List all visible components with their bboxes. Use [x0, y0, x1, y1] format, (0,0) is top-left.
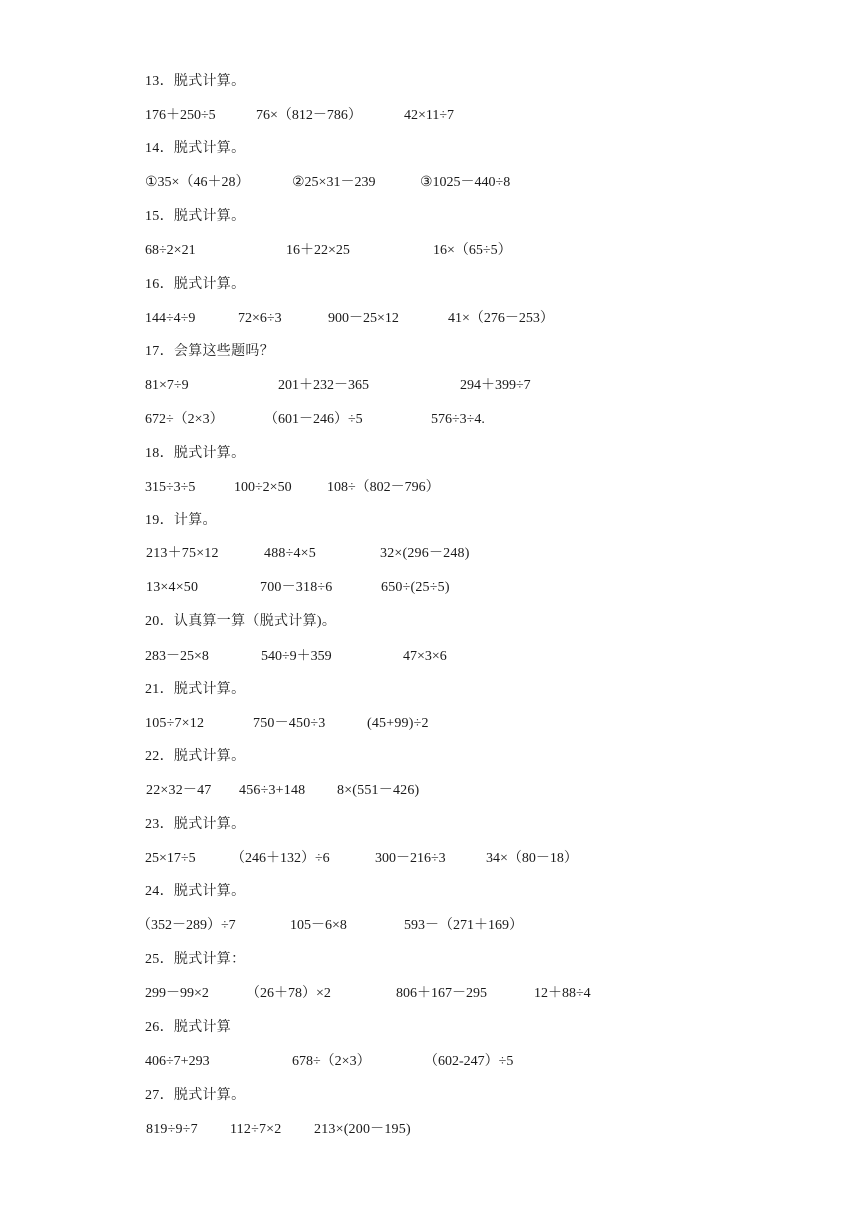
expression: 112÷7×2 — [230, 1122, 282, 1137]
problem-14-row-1 — [0, 171, 860, 195]
problem-17-row-2 — [0, 408, 860, 432]
expression: 406÷7+293 — [145, 1054, 210, 1069]
expression: 806＋167－295 — [396, 986, 487, 1001]
heading-text: 27．脱式计算。 — [145, 1088, 246, 1103]
problem-26-row-1 — [0, 1050, 860, 1074]
expression: ②25×31－239 — [292, 175, 376, 190]
expression: 750－450÷3 — [253, 716, 326, 731]
expression: 700－318÷6 — [260, 580, 333, 595]
heading-text: 18．脱式计算。 — [145, 446, 246, 461]
heading-text: 16．脱式计算。 — [145, 277, 246, 292]
problem-19-heading — [0, 509, 860, 533]
expression: 299－99×2 — [145, 986, 209, 1001]
expression: 650÷(25÷5) — [381, 580, 450, 595]
expression: 12＋88÷4 — [534, 986, 591, 1001]
expression: 672÷（2×3） — [145, 412, 224, 427]
expression: 72×6÷3 — [238, 311, 282, 326]
expression: 201＋232－365 — [278, 378, 369, 393]
heading-text: 24．脱式计算。 — [145, 884, 246, 899]
problem-22-heading — [0, 745, 860, 769]
expression: 47×3×6 — [403, 649, 447, 664]
heading-text: 25．脱式计算： — [145, 952, 246, 967]
problem-27-heading — [0, 1084, 860, 1108]
expression: ③1025－440÷8 — [420, 175, 511, 190]
expression: 488÷4×5 — [264, 546, 316, 561]
problem-19-row-2 — [0, 576, 860, 600]
problem-15-heading — [0, 205, 860, 229]
heading-text: 23．脱式计算。 — [145, 817, 246, 832]
expression: （246＋132）÷6 — [231, 851, 330, 866]
expression: 576÷3÷4. — [431, 412, 485, 427]
expression: ①35×（46＋28） — [145, 175, 250, 190]
expression: 213×(200－195) — [314, 1122, 411, 1137]
expression: (45+99)÷2 — [367, 716, 429, 731]
problem-25-row-1 — [0, 982, 860, 1006]
expression: 22×32－47 — [146, 783, 212, 798]
problem-16-heading — [0, 273, 860, 297]
problem-26-heading — [0, 1016, 860, 1040]
problem-23-row-1 — [0, 847, 860, 871]
expression: （26＋78）×2 — [246, 986, 331, 1001]
expression: 34×（80－18） — [486, 851, 578, 866]
problem-13-row-1 — [0, 104, 860, 128]
problem-18-heading — [0, 442, 860, 466]
heading-text: 17．会算这些题吗？ — [145, 344, 274, 359]
problem-15-row-1 — [0, 239, 860, 263]
heading-text: 19．计算。 — [145, 513, 217, 528]
expression: （602-247）÷5 — [424, 1054, 514, 1069]
heading-text: 22．脱式计算。 — [145, 749, 246, 764]
expression: 108÷（802－796） — [327, 480, 440, 495]
problem-24-heading — [0, 880, 860, 904]
expression: 32×(296－248) — [380, 546, 470, 561]
problem-19-row-1 — [0, 542, 860, 566]
expression: 176＋250÷5 — [145, 108, 216, 123]
problem-14-heading — [0, 137, 860, 161]
problem-21-heading — [0, 678, 860, 702]
problem-20-heading — [0, 610, 860, 634]
problem-13-heading — [0, 70, 860, 94]
problem-18-row-1 — [0, 476, 860, 500]
heading-text: 15．脱式计算。 — [145, 209, 246, 224]
heading-text: 20．认真算一算（脱式计算)。 — [145, 614, 337, 629]
problem-22-row-1 — [0, 779, 860, 803]
expression: （352－289）÷7 — [137, 918, 236, 933]
problem-17-heading — [0, 340, 860, 364]
heading-text: 21．脱式计算。 — [145, 682, 246, 697]
problem-25-heading — [0, 948, 860, 972]
expression: 213＋75×12 — [146, 546, 219, 561]
expression: 25×17÷5 — [145, 851, 196, 866]
expression: （601－246）÷5 — [264, 412, 363, 427]
expression: 8×(551－426) — [337, 783, 420, 798]
expression: 456÷3+148 — [239, 783, 306, 798]
expression: 593－（271＋169） — [404, 918, 523, 933]
expression: 540÷9＋359 — [261, 649, 332, 664]
expression: 100÷2×50 — [234, 480, 292, 495]
expression: 144÷4÷9 — [145, 311, 196, 326]
expression: 294＋399÷7 — [460, 378, 531, 393]
problem-20-row-1 — [0, 645, 860, 669]
problem-24-row-1 — [0, 914, 860, 938]
problem-23-heading — [0, 813, 860, 837]
expression: 678÷（2×3） — [292, 1054, 371, 1069]
expression: 900－25×12 — [328, 311, 399, 326]
expression: 105÷7×12 — [145, 716, 205, 731]
expression: 819÷9÷7 — [146, 1122, 198, 1137]
expression: 16×（65÷5） — [433, 243, 512, 258]
problem-21-row-1 — [0, 712, 860, 736]
expression: 105－6×8 — [290, 918, 347, 933]
expression: 13×4×50 — [146, 580, 199, 595]
expression: 76×（812－786） — [256, 108, 362, 123]
expression: 68÷2×21 — [145, 243, 196, 258]
problem-27-row-1 — [0, 1118, 860, 1142]
heading-text: 14．脱式计算。 — [145, 141, 246, 156]
problem-16-row-1 — [0, 307, 860, 331]
heading-text: 26．脱式计算 — [145, 1020, 232, 1035]
heading-text: 13．脱式计算。 — [145, 74, 246, 89]
expression: 81×7÷9 — [145, 378, 189, 393]
expression: 315÷3÷5 — [145, 480, 196, 495]
expression: 42×11÷7 — [404, 108, 455, 123]
expression: 283－25×8 — [145, 649, 209, 664]
problem-17-row-1 — [0, 374, 860, 398]
expression: 41×（276－253） — [448, 311, 554, 326]
expression: 300－216÷3 — [375, 851, 446, 866]
expression: 16＋22×25 — [286, 243, 350, 258]
